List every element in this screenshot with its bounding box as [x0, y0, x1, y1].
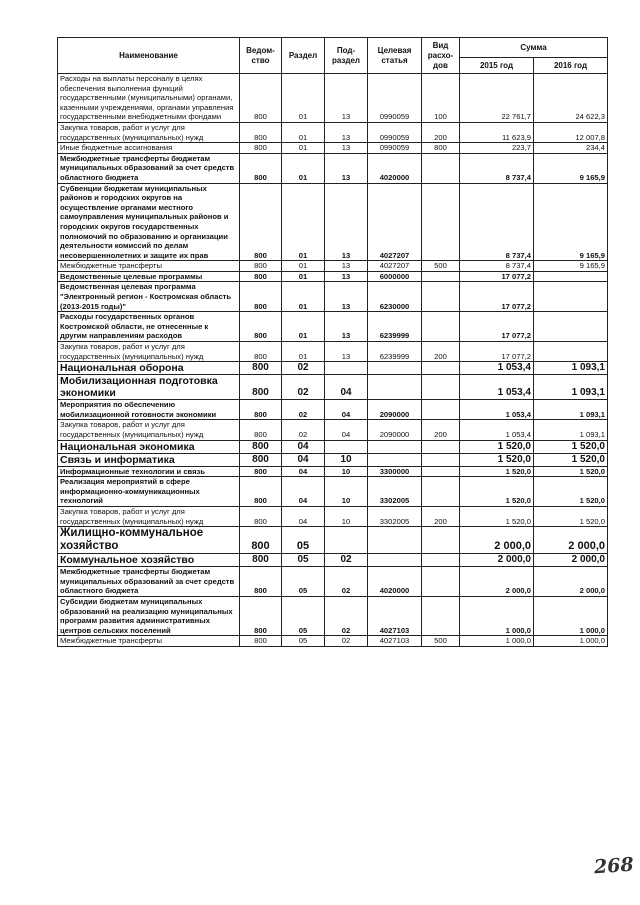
row-vid: 800 [422, 143, 460, 154]
row-vedomstvo: 800 [240, 466, 282, 477]
row-sum-2015: 17 077,2 [460, 271, 534, 282]
row-sum-2015: 2 000,0 [460, 554, 534, 567]
row-celevaya [368, 375, 422, 400]
row-vid [422, 596, 460, 635]
row-vedomstvo: 800 [240, 375, 282, 400]
row-vid [422, 362, 460, 375]
table-row [58, 636, 608, 647]
row-podrazdel: 13 [325, 312, 368, 342]
row-name: Иные бюджетные ассигнования [58, 143, 240, 154]
row-name: Закупка товаров, работ и услуг для государственных (муниципальных) нужд [58, 420, 240, 440]
row-vedomstvo: 800 [240, 567, 282, 597]
row-celevaya: 4020000 [368, 567, 422, 597]
row-name: Межбюджетные трансферты [58, 261, 240, 272]
row-razdel: 02 [282, 400, 325, 420]
row-sum-2016: 234,4 [534, 143, 608, 154]
row-podrazdel: 02 [325, 596, 368, 635]
row-podrazdel: 04 [325, 375, 368, 400]
row-sum-2015: 1 520,0 [460, 466, 534, 477]
row-vid [422, 477, 460, 507]
table-row [58, 477, 608, 507]
row-sum-2015: 1 520,0 [460, 453, 534, 466]
row-razdel: 05 [282, 567, 325, 597]
row-sum-2016: 1 520,0 [534, 453, 608, 466]
row-vedomstvo: 800 [240, 74, 282, 123]
row-sum-2015: 1 000,0 [460, 636, 534, 647]
row-vedomstvo: 800 [240, 143, 282, 154]
row-razdel: 01 [282, 143, 325, 154]
page-number: 268 [593, 853, 635, 879]
row-sum-2016: 1 520,0 [534, 466, 608, 477]
row-vid: 200 [422, 342, 460, 362]
row-vedomstvo: 800 [240, 506, 282, 526]
row-vedomstvo: 800 [240, 122, 282, 142]
table-row [58, 375, 608, 400]
row-celevaya: 6239999 [368, 312, 422, 342]
row-vedomstvo: 800 [240, 183, 282, 261]
row-sum-2015: 1 520,0 [460, 477, 534, 507]
row-name: Коммунальное хозяйство [58, 554, 240, 567]
row-podrazdel: 04 [325, 420, 368, 440]
row-name: Национальная оборона [58, 362, 240, 375]
row-celevaya: 0990059 [368, 143, 422, 154]
row-vid: 500 [422, 261, 460, 272]
table-row [58, 143, 608, 154]
row-vedomstvo: 800 [240, 261, 282, 272]
row-podrazdel: 13 [325, 122, 368, 142]
row-sum-2015: 22 761,7 [460, 74, 534, 123]
table-row [58, 400, 608, 420]
row-razdel: 01 [282, 122, 325, 142]
row-vedomstvo: 800 [240, 477, 282, 507]
row-celevaya [368, 453, 422, 466]
row-vid [422, 153, 460, 183]
row-razdel: 05 [282, 527, 325, 554]
table-row [58, 453, 608, 466]
row-celevaya: 4027103 [368, 596, 422, 635]
header-podrazdel: Под-раздел [325, 38, 368, 74]
row-celevaya: 0990059 [368, 74, 422, 123]
row-sum-2016 [534, 271, 608, 282]
row-podrazdel: 10 [325, 506, 368, 526]
row-podrazdel: 13 [325, 261, 368, 272]
table-row [58, 183, 608, 261]
table-row [58, 153, 608, 183]
row-celevaya: 4027103 [368, 636, 422, 647]
row-podrazdel: 13 [325, 282, 368, 312]
row-vid: 100 [422, 74, 460, 123]
row-podrazdel [325, 362, 368, 375]
row-name: Межбюджетные трансферты бюджетам муниципальных образований за счет средств областного бюджета [58, 153, 240, 183]
row-podrazdel: 13 [325, 183, 368, 261]
row-celevaya: 4027207 [368, 261, 422, 272]
row-vedomstvo: 800 [240, 271, 282, 282]
row-name: Реализация мероприятий в сфере информационно-коммуникационных технологий [58, 477, 240, 507]
row-sum-2016: 2 000,0 [534, 527, 608, 554]
row-razdel: 01 [282, 271, 325, 282]
table-row [58, 362, 608, 375]
row-sum-2016: 1 093,1 [534, 400, 608, 420]
row-name: Межбюджетные трансферты [58, 636, 240, 647]
row-sum-2016: 1 000,0 [534, 596, 608, 635]
row-celevaya: 6000000 [368, 271, 422, 282]
row-celevaya: 3302005 [368, 477, 422, 507]
table-row [58, 282, 608, 312]
row-podrazdel: 13 [325, 342, 368, 362]
header-summa: Сумма [460, 38, 608, 58]
table-body [58, 74, 608, 647]
table-row [58, 466, 608, 477]
row-vid [422, 453, 460, 466]
row-sum-2015: 8 737,4 [460, 153, 534, 183]
row-vid [422, 554, 460, 567]
row-vedomstvo: 800 [240, 440, 282, 453]
row-celevaya: 0990059 [368, 122, 422, 142]
row-razdel: 01 [282, 183, 325, 261]
row-razdel: 04 [282, 440, 325, 453]
row-sum-2015: 1 053,4 [460, 400, 534, 420]
row-name: Расходы государственных органов Костромской области, не отнесенные к другим направлениям расходов [58, 312, 240, 342]
header-year-2016: 2016 год [534, 58, 608, 74]
table-row [58, 506, 608, 526]
row-sum-2015: 17 077,2 [460, 282, 534, 312]
row-name: Мероприятия по обеспечению мобилизационной готовности экономики [58, 400, 240, 420]
row-celevaya: 4020000 [368, 153, 422, 183]
row-sum-2016 [534, 312, 608, 342]
row-vid [422, 271, 460, 282]
row-vedomstvo: 800 [240, 342, 282, 362]
row-podrazdel: 13 [325, 74, 368, 123]
table-row [58, 554, 608, 567]
row-name: Национальная экономика [58, 440, 240, 453]
row-sum-2016: 1 520,0 [534, 506, 608, 526]
row-sum-2015: 2 000,0 [460, 527, 534, 554]
row-vid [422, 183, 460, 261]
row-name: Ведомственная целевая программа "Электронный регион - Костромская область (2013-2015 годы)" [58, 282, 240, 312]
table-row [58, 122, 608, 142]
row-vid [422, 567, 460, 597]
header-year-2015: 2015 год [460, 58, 534, 74]
table-row [58, 271, 608, 282]
table-row [58, 567, 608, 597]
row-vedomstvo: 800 [240, 362, 282, 375]
table-row [58, 527, 608, 554]
row-vedomstvo: 800 [240, 312, 282, 342]
row-razdel: 01 [282, 282, 325, 312]
row-celevaya: 6230000 [368, 282, 422, 312]
row-vid [422, 400, 460, 420]
row-podrazdel [325, 440, 368, 453]
row-vid: 500 [422, 636, 460, 647]
row-celevaya: 2090000 [368, 400, 422, 420]
row-sum-2015: 17 077,2 [460, 342, 534, 362]
row-name: Мобилизационная подготовка экономики [58, 375, 240, 400]
table-row [58, 74, 608, 123]
row-sum-2015: 17 077,2 [460, 312, 534, 342]
table-row [58, 420, 608, 440]
row-razdel: 04 [282, 466, 325, 477]
row-podrazdel: 02 [325, 636, 368, 647]
row-celevaya [368, 362, 422, 375]
header-vid: Вид расхо-дов [422, 38, 460, 74]
row-sum-2015: 11 623,9 [460, 122, 534, 142]
row-name: Жилищно-коммунальное хозяйство [58, 527, 240, 554]
row-sum-2015: 8 737,4 [460, 261, 534, 272]
row-razdel: 01 [282, 153, 325, 183]
row-name: Связь и информатика [58, 453, 240, 466]
row-podrazdel: 04 [325, 400, 368, 420]
row-podrazdel [325, 527, 368, 554]
row-sum-2016: 9 165,9 [534, 261, 608, 272]
row-name: Закупка товаров, работ и услуг для государственных (муниципальных) нужд [58, 122, 240, 142]
row-sum-2016: 1 000,0 [534, 636, 608, 647]
row-vedomstvo: 800 [240, 453, 282, 466]
row-sum-2016: 1 093,1 [534, 362, 608, 375]
row-celevaya [368, 554, 422, 567]
row-celevaya [368, 440, 422, 453]
row-razdel: 05 [282, 596, 325, 635]
row-vedomstvo: 800 [240, 420, 282, 440]
row-razdel: 02 [282, 420, 325, 440]
row-celevaya: 6239999 [368, 342, 422, 362]
row-razdel: 04 [282, 453, 325, 466]
row-vedomstvo: 800 [240, 282, 282, 312]
header-vedomstvo: Ведом-ство [240, 38, 282, 74]
row-vid [422, 527, 460, 554]
row-podrazdel: 10 [325, 477, 368, 507]
row-vid [422, 375, 460, 400]
table-row [58, 342, 608, 362]
row-razdel: 05 [282, 636, 325, 647]
row-sum-2016: 12 007,8 [534, 122, 608, 142]
row-sum-2015: 1 520,0 [460, 506, 534, 526]
row-sum-2015: 1 520,0 [460, 440, 534, 453]
row-sum-2015: 1 053,4 [460, 420, 534, 440]
row-sum-2016: 2 000,0 [534, 567, 608, 597]
header-celevaya: Целевая статья [368, 38, 422, 74]
header-razdel: Раздел [282, 38, 325, 74]
row-podrazdel: 10 [325, 453, 368, 466]
header-name: Наименование [58, 38, 240, 74]
row-vid [422, 466, 460, 477]
row-vedomstvo: 800 [240, 554, 282, 567]
row-podrazdel: 02 [325, 567, 368, 597]
table-row [58, 312, 608, 342]
row-podrazdel: 13 [325, 143, 368, 154]
table-row [58, 261, 608, 272]
row-vid [422, 312, 460, 342]
row-vedomstvo: 800 [240, 636, 282, 647]
row-sum-2015: 223,7 [460, 143, 534, 154]
row-sum-2015: 1 053,4 [460, 362, 534, 375]
row-vid: 200 [422, 420, 460, 440]
row-razdel: 01 [282, 342, 325, 362]
table-row [58, 440, 608, 453]
row-sum-2016: 1 520,0 [534, 440, 608, 453]
row-razdel: 01 [282, 74, 325, 123]
row-vid: 200 [422, 506, 460, 526]
row-razdel: 05 [282, 554, 325, 567]
row-sum-2016: 24 622,3 [534, 74, 608, 123]
row-sum-2015: 2 000,0 [460, 567, 534, 597]
row-vid [422, 440, 460, 453]
row-vedomstvo: 800 [240, 400, 282, 420]
table-row [58, 596, 608, 635]
row-celevaya: 3300000 [368, 466, 422, 477]
row-sum-2016: 2 000,0 [534, 554, 608, 567]
row-podrazdel: 02 [325, 554, 368, 567]
row-name: Межбюджетные трансферты бюджетам муниципальных образований за счет средств областного бюджета [58, 567, 240, 597]
row-name: Субвенции бюджетам муниципальных районов и городских округов на осуществление органами местного самоуправления муниципальных районов и городских округов государственных полномочий по образованию и организации деятельности комиссий по делам несовершеннолетних и защите их прав [58, 183, 240, 261]
row-name: Субсидии бюджетам муниципальных образований на реализацию муниципальных программ развития административных центров сельских поселений [58, 596, 240, 635]
row-razdel: 01 [282, 261, 325, 272]
row-celevaya [368, 527, 422, 554]
row-celevaya: 2090000 [368, 420, 422, 440]
row-sum-2016 [534, 282, 608, 312]
row-name: Информационные технологии и связь [58, 466, 240, 477]
row-vid: 200 [422, 122, 460, 142]
row-razdel: 04 [282, 506, 325, 526]
budget-table [57, 37, 608, 647]
row-celevaya: 4027207 [368, 183, 422, 261]
row-sum-2016: 1 093,1 [534, 375, 608, 400]
row-sum-2016: 1 520,0 [534, 477, 608, 507]
row-sum-2016: 1 093,1 [534, 420, 608, 440]
row-name: Закупка товаров, работ и услуг для государственных (муниципальных) нужд [58, 342, 240, 362]
row-vedomstvo: 800 [240, 527, 282, 554]
row-razdel: 02 [282, 362, 325, 375]
row-razdel: 02 [282, 375, 325, 400]
row-sum-2015: 1 000,0 [460, 596, 534, 635]
row-name: Ведомственные целевые программы [58, 271, 240, 282]
row-razdel: 04 [282, 477, 325, 507]
row-name: Расходы на выплаты персоналу в целях обеспечения выполнения функций государственными (муниципальными) органами, казенными учреждениями, органами управления государственными внебюджетными фондами [58, 74, 240, 123]
row-celevaya: 3302005 [368, 506, 422, 526]
row-vid [422, 282, 460, 312]
row-podrazdel: 13 [325, 153, 368, 183]
row-name: Закупка товаров, работ и услуг для государственных (муниципальных) нужд [58, 506, 240, 526]
row-sum-2016: 9 165,9 [534, 153, 608, 183]
row-podrazdel: 10 [325, 466, 368, 477]
row-vedomstvo: 800 [240, 596, 282, 635]
row-razdel: 01 [282, 312, 325, 342]
row-sum-2015: 8 737,4 [460, 183, 534, 261]
row-sum-2016: 9 165,9 [534, 183, 608, 261]
row-podrazdel: 13 [325, 271, 368, 282]
row-sum-2016 [534, 342, 608, 362]
row-sum-2015: 1 053,4 [460, 375, 534, 400]
row-vedomstvo: 800 [240, 153, 282, 183]
